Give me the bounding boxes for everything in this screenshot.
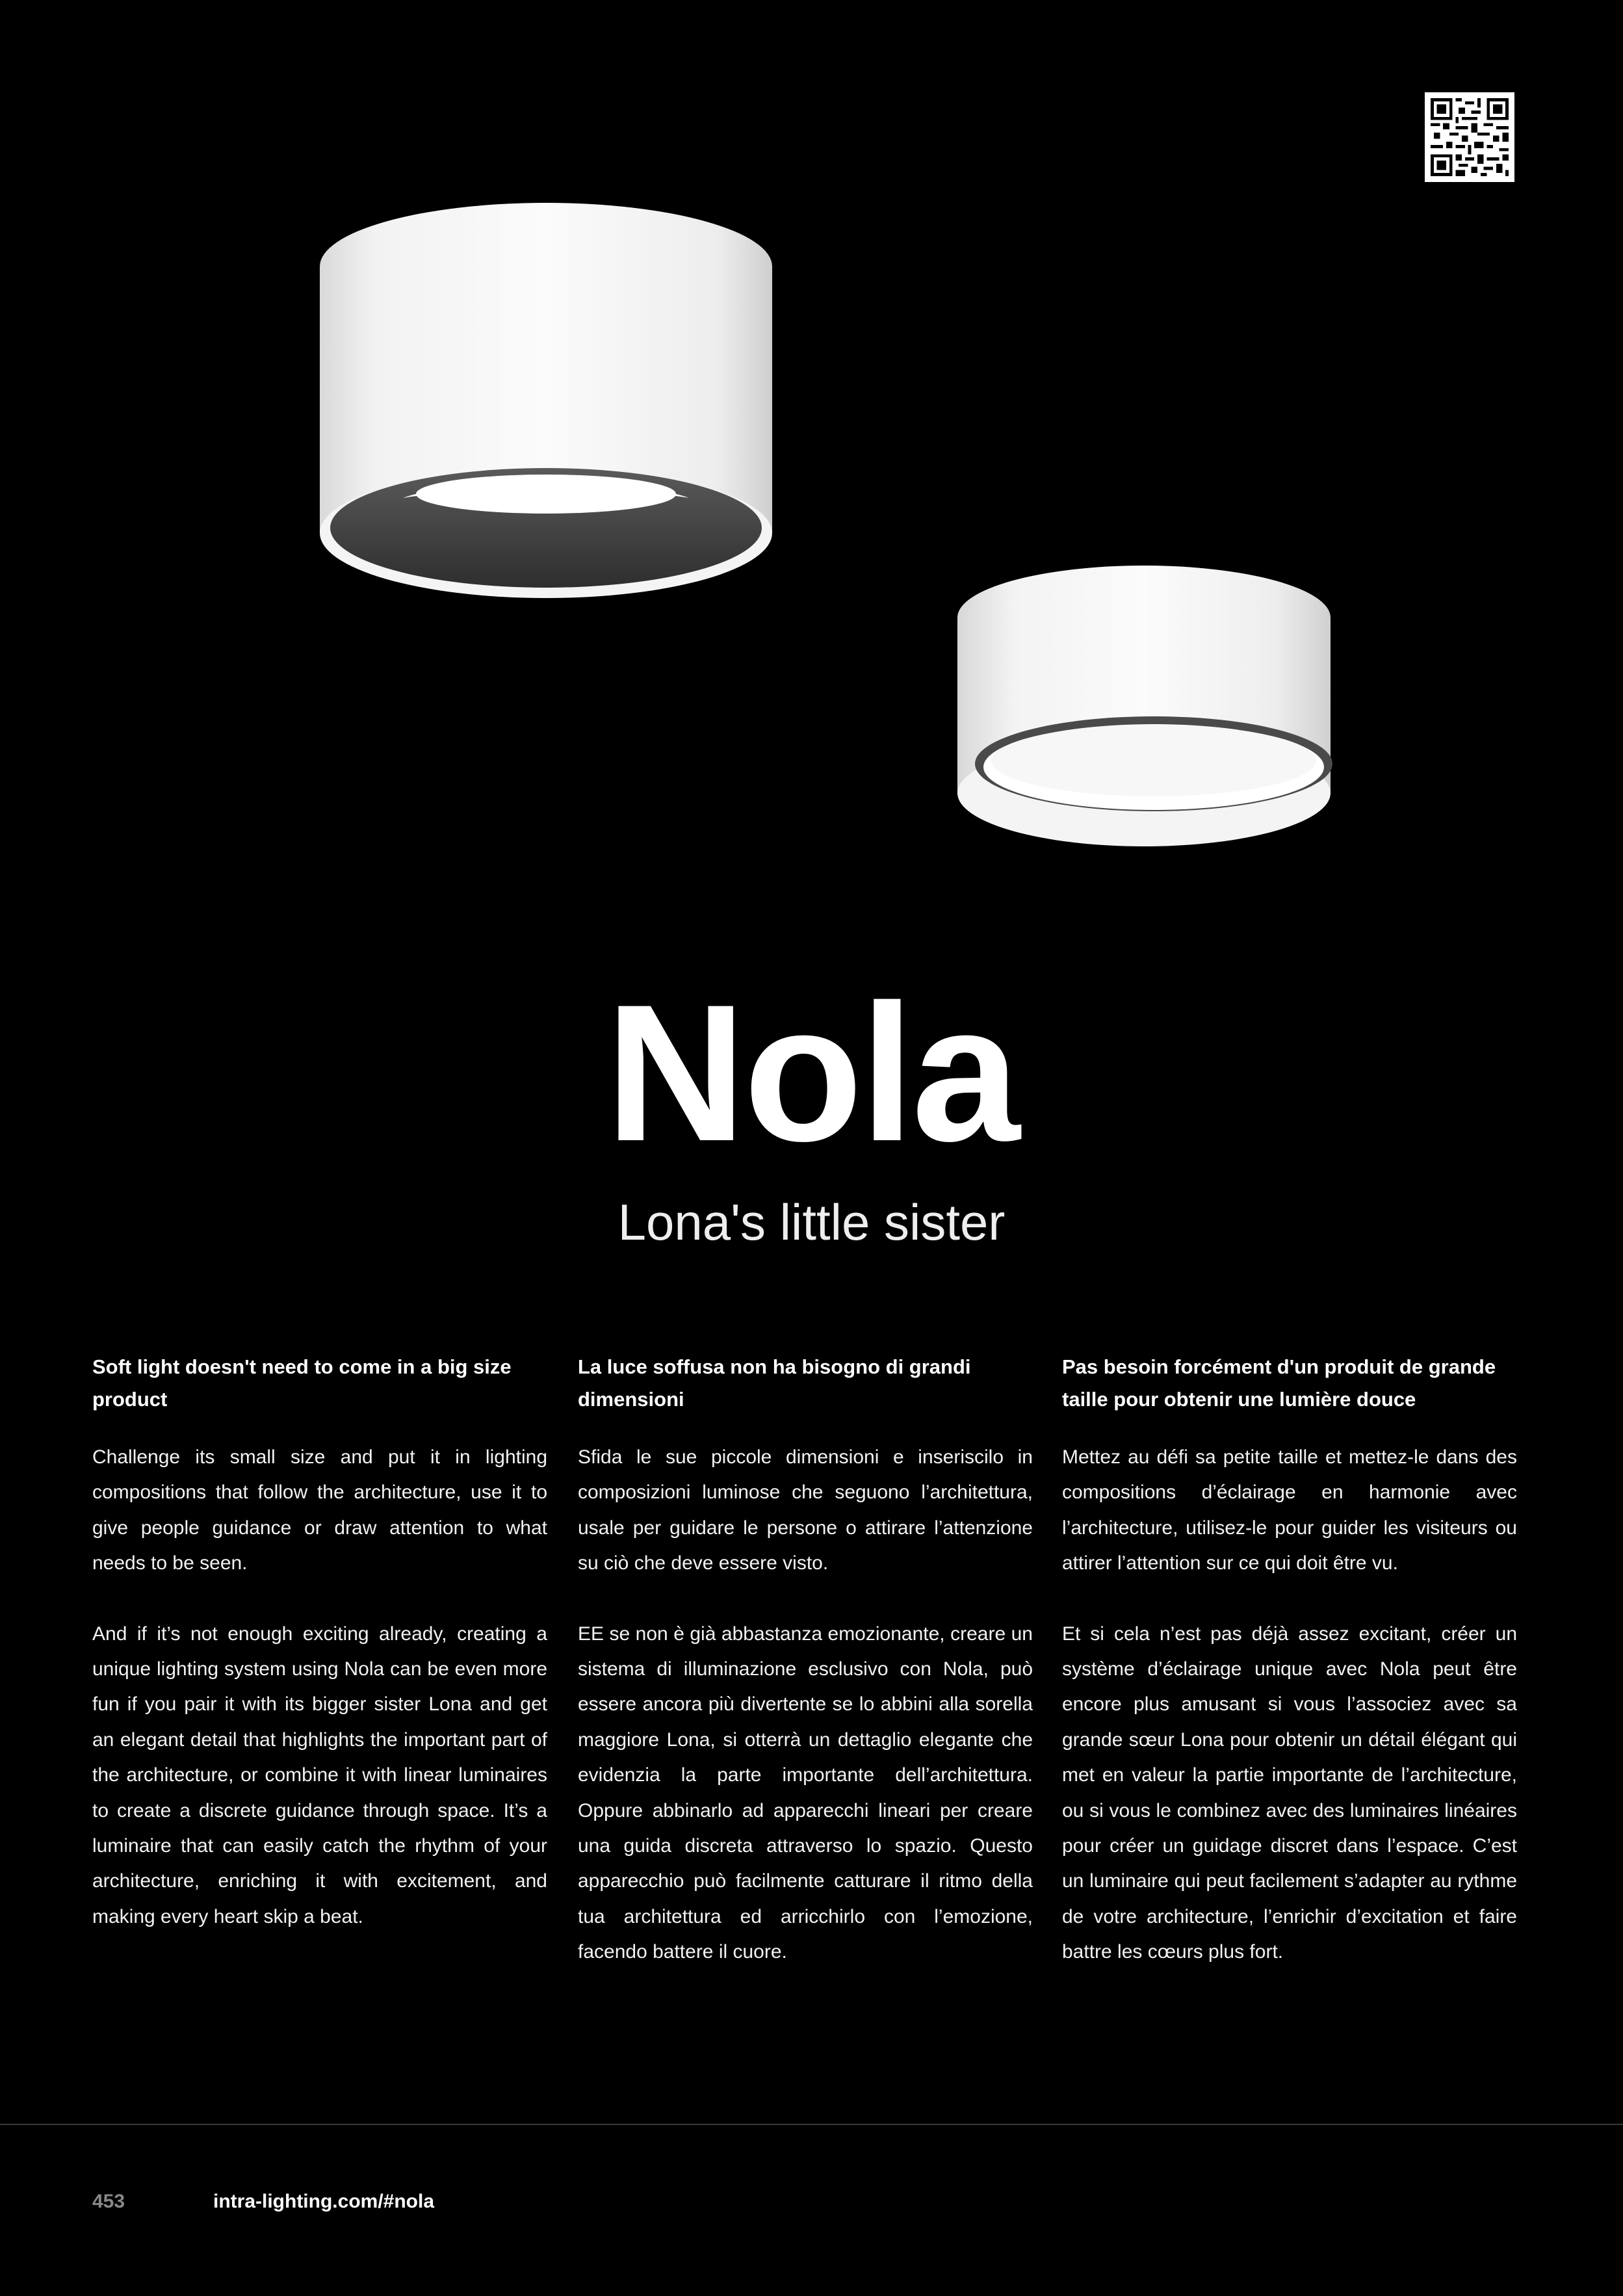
column-english (92, 1351, 547, 1970)
column-heading: Soft light doesn't need to come in a big size product (92, 1355, 512, 1411)
product-title: Nola (605, 963, 1018, 1182)
column-heading: Pas besoin forcément d'un produit de grande taille pour obtenir une lumière douce (1062, 1355, 1496, 1411)
page-number: 453 (92, 2191, 125, 2212)
column-paragraph: EE se non è già abbastanza emozionante, creare un sistema di illuminazione esclusivo con Nola, può essere ancora più divertente se lo abbini alla sorella maggiore Lona, si otterrà un dettaglio elegante che evidenzia la parte importante dell’architettura. Oppure abbinarlo ad apparecchi lineari per creare una guida discreta attraverso lo spazio. Questo apparecchio può facilmente catturare il ritmo della tua architettura ed arricchirlo con l’emozione, facendo battere il cuore. (578, 1623, 1033, 1963)
column-paragraph: Et si cela n’est pas déjà assez excitant, créer un système d’éclairage unique avec Nola peut être encore plus amusant si vous l’associez avec sa grande sœur Lona pour obtenir un détail élégant qui met en valeur la partie importante de l’architecture, ou si vous le combinez avec des luminaires linéaires pour créer un guidage discret dans l’espace. C’est un luminaire qui peut facilement s’adapter au rythme de votre architecture, l’enrichir d’excitation et faire battre les cœurs plus fort. (1062, 1623, 1517, 1963)
footer-divider (0, 2124, 1623, 2125)
column-paragraph: Challenge its small size and put it in lighting compositions that follow the architecture, use it to give people guidance or draw attention to what needs to be seen. (92, 1446, 547, 1574)
qr-code[interactable] (1425, 92, 1514, 182)
column-paragraph: Sfida le sue piccole dimensioni e inseriscilo in composizioni luminose che seguono l’architettura, usale per guidare le persone o attirare l’attenzione su ciò che deve essere visto. (578, 1446, 1033, 1574)
column-heading: La luce soffusa non ha bisogno di grandi dimensioni (578, 1355, 971, 1411)
product-subtitle: Lona's little sister (617, 1194, 1006, 1251)
website-link[interactable]: intra-lighting.com/#nola (213, 2191, 435, 2212)
column-italian (578, 1351, 1033, 2005)
large-lamp-image (312, 182, 786, 631)
small-lamp-image (949, 553, 1339, 852)
column-french (1062, 1351, 1517, 2005)
qr-code-icon (1431, 98, 1509, 176)
column-paragraph: And if it’s not enough exciting already, creating a unique lighting system using Nola can be even more fun if you pair it with its bigger sister Lona and get an elegant detail that highlights the important part of the architecture, or combine it with linear luminaires to create a discrete guidance through space. It’s a luminaire that can easily catch the rhythm of your architecture, enriching it with excitement, and making every heart skip a beat. (92, 1623, 547, 1927)
column-paragraph: Mettez au défi sa petite taille et mettez-le dans des compositions d’éclairage en harmonie avec l’architecture, utilisez-le pour guider les visiteurs ou attirer l’attention sur ce qui doit être vu. (1062, 1446, 1517, 1574)
